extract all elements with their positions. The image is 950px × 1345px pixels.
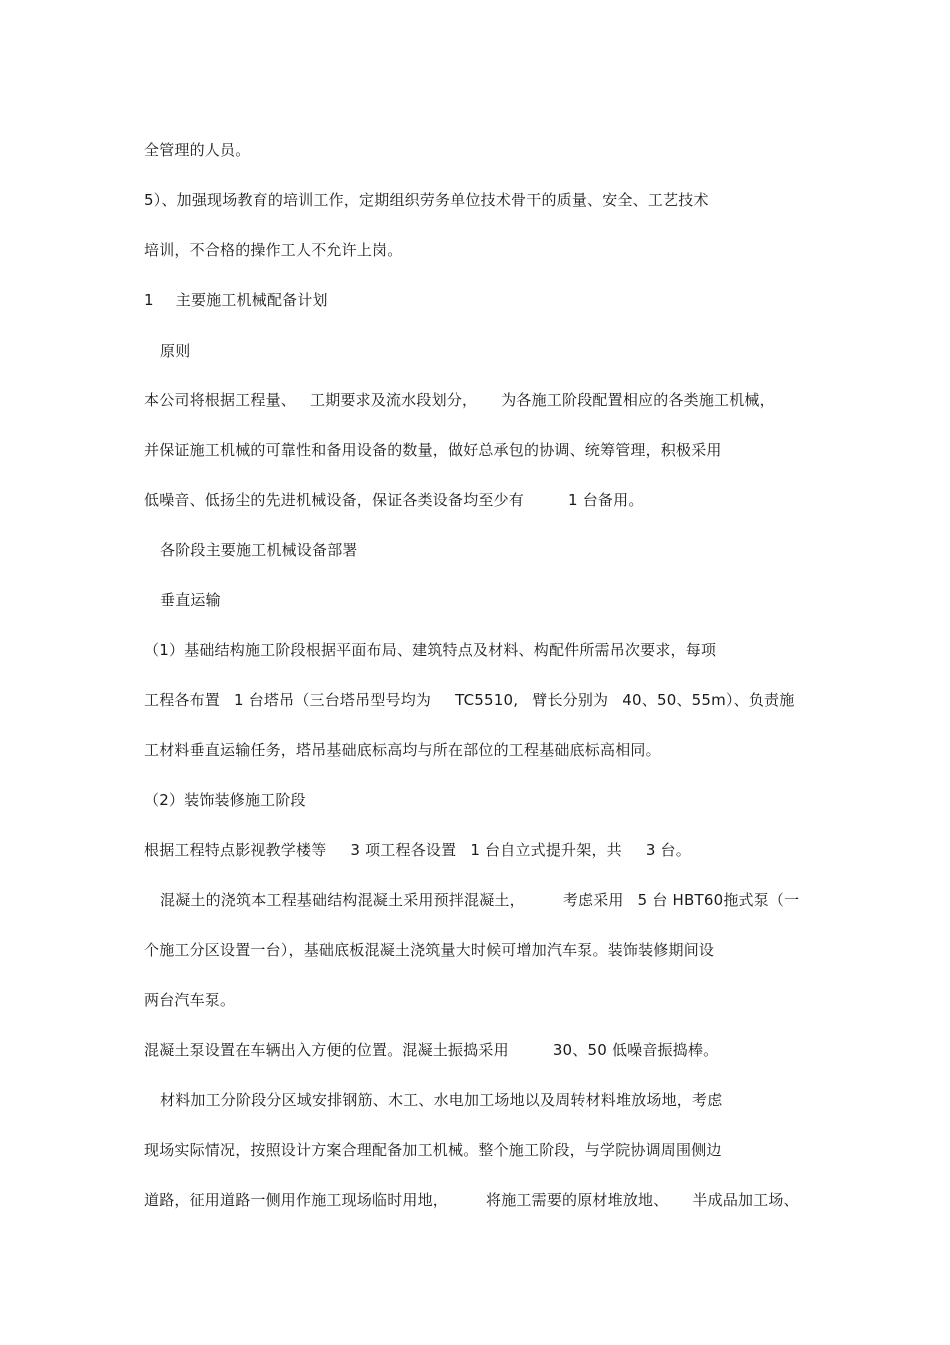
- text-line: [144, 940, 714, 960]
- text-span: 垂直运输: [160, 591, 221, 609]
- text-span: 30、50 低噪音振捣棒。: [552, 1041, 719, 1059]
- text-span: 5）、加强现场教育的培训工作，定期组织劳务单位技术骨干的质量、安全、工艺技术: [144, 191, 709, 209]
- text-span: 两台汽车泵。: [144, 991, 236, 1009]
- text-span: TC5510,: [455, 691, 519, 709]
- text-line: [144, 1190, 799, 1210]
- text-line: [144, 840, 691, 860]
- text-span: 考虑采用: [562, 891, 624, 909]
- text-line: [144, 1140, 722, 1160]
- text-line: [144, 640, 716, 660]
- text-span: 为各施工阶段配置相应的各类施工机械，: [501, 391, 775, 409]
- text-line: [144, 240, 402, 260]
- text-span: 1 台自立式提升架，共: [470, 841, 622, 859]
- text-line: [144, 1040, 718, 1060]
- text-line: [144, 140, 250, 160]
- text-span: 工程各布置: [144, 691, 221, 709]
- text-span: 工期要求及流水段划分，: [310, 391, 478, 409]
- section-number: 1: [144, 291, 154, 309]
- text-line: [144, 740, 661, 760]
- section-title: 主要施工机械配备计划: [175, 291, 328, 309]
- text-line: [144, 690, 794, 710]
- text-span: 臂长分别为: [532, 691, 609, 709]
- text-span: （2）装饰装修施工阶段: [144, 791, 306, 809]
- text-line: [144, 390, 775, 410]
- text-span: 40、50、55m）、负责施: [622, 691, 795, 709]
- subheading: [160, 590, 221, 610]
- text-span: 将施工需要的原材堆放地、: [486, 1191, 669, 1209]
- section-heading: [144, 290, 328, 310]
- text-span: 混凝土泵设置在车辆出入方便的位置。混凝土振捣采用: [144, 1041, 509, 1059]
- text-span: 半成品加工场、: [692, 1191, 799, 1209]
- text-span: （1）基础结构施工阶段根据平面布局、建筑特点及材料、构配件所需吊次要求，每项: [144, 641, 717, 659]
- text-line: [160, 890, 799, 910]
- text-span: 混凝土的浇筑本工程基础结构混凝土采用预拌混凝土，: [160, 891, 525, 909]
- text-span: 低噪音、低扬尘的先进机械设备，保证各类设备均至少有: [144, 491, 525, 509]
- text-span: 工材料垂直运输任务，塔吊基础底标高均与所在部位的工程基础底标高相同。: [144, 741, 661, 759]
- subheading: [160, 341, 190, 361]
- text-span: 全管理的人员。: [144, 141, 251, 159]
- text-span: 1 台备用。: [568, 491, 644, 509]
- text-span: 各阶段主要施工机械设备部署: [160, 541, 358, 559]
- text-line: [144, 440, 722, 460]
- text-line: [144, 990, 235, 1010]
- text-line: [144, 190, 709, 210]
- text-span: 培训，不合格的操作工人不允许上岗。: [144, 241, 403, 259]
- text-line: [160, 1090, 722, 1110]
- text-line: [144, 790, 306, 810]
- text-span: 1 台塔吊（三台塔吊型号均为: [234, 691, 432, 709]
- text-span: 现场实际情况，按照设计方案合理配备加工机械。整个施工阶段，与学院协调周围侧边: [144, 1141, 722, 1159]
- text-span: 根据工程特点影视教学楼等: [144, 841, 327, 859]
- text-span: 3 台。: [645, 841, 691, 859]
- text-span: 原则: [160, 342, 191, 360]
- text-line: [144, 490, 644, 510]
- text-span: 道路，征用道路一侧用作施工现场临时用地，: [144, 1191, 449, 1209]
- text-span: 个施工分区设置一台），基础底板混凝土浇筑量大时候可增加汽车泵。装饰装修期间设: [144, 941, 715, 959]
- text-span: 并保证施工机械的可靠性和备用设备的数量，做好总承包的协调、统筹管理，积极采用: [144, 441, 722, 459]
- text-span: 3 项工程各设置: [350, 841, 457, 859]
- text-span: 材料加工分阶段分区域安排钢筋、木工、水电加工场地以及周转材料堆放场地，考虑: [160, 1091, 723, 1109]
- subheading: [160, 540, 358, 560]
- text-span: 本公司将根据工程量、: [144, 391, 297, 409]
- text-span: 5 台 HBT60拖式泵（一: [637, 891, 800, 909]
